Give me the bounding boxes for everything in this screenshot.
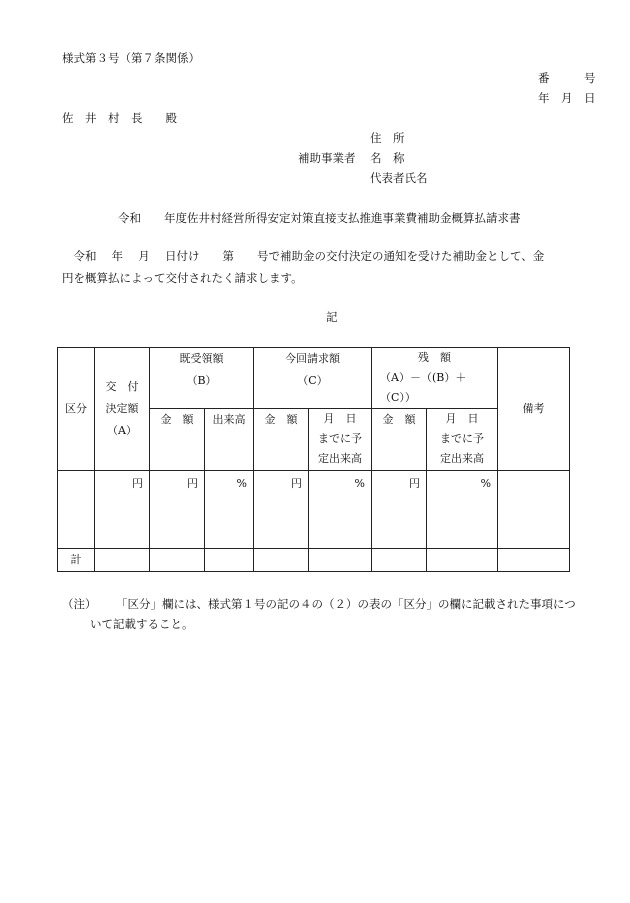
note-head: （注） xyxy=(62,597,97,611)
header-zangaku-line2: （A）－（(B）＋ xyxy=(380,371,467,384)
note-line1: 「区分」欄には、様式第１号の記の４の（２）の表の「区分」の欄に記載された事項につ xyxy=(116,597,576,611)
data-konkai-kingaku-unit: 円 xyxy=(254,471,309,549)
total-cell xyxy=(95,549,150,572)
addressee: 佐 井 村 長 殿 xyxy=(62,111,177,125)
total-cell xyxy=(205,549,254,572)
representative-label: 代表者氏名 xyxy=(370,171,428,185)
sub-kiju-dekidaka: 出来高 xyxy=(205,409,254,471)
header-kijuryo xyxy=(150,348,254,409)
total-cell xyxy=(254,549,309,572)
request-paragraph: 令和 年 月 日付け 第 号で補助金の交付決定の通知を受けた補助金として、金 円を概算払によって交付されたく請求します。 xyxy=(62,249,625,285)
data-kofu-unit: 円 xyxy=(95,471,150,549)
data-zan-kingaku-unit: 円 xyxy=(372,471,427,549)
header-kofu-kettei xyxy=(95,348,150,471)
ki-label: 記 xyxy=(326,310,338,324)
sub-konkai-kingaku: 金 額 xyxy=(254,409,309,471)
note xyxy=(62,594,576,634)
form-number: 様式第３号（第７条関係） xyxy=(62,51,200,65)
sub-zan-date-line3: 定出来高 xyxy=(440,452,484,465)
header-konkai xyxy=(254,348,372,409)
header-kijuryo-line1: 既受領額 xyxy=(179,352,224,365)
total-cell xyxy=(372,549,427,572)
sub-kiju-kingaku: 金 額 xyxy=(150,409,205,471)
header-zangaku-line3: （C）） xyxy=(380,391,416,404)
data-zan-dekidaka-unit: % xyxy=(427,471,498,549)
address-label: 住 所 xyxy=(370,131,405,145)
header-kubun: 区分 xyxy=(58,348,95,471)
header-konkai-line2: （C） xyxy=(297,374,328,387)
document-title: 令和 年度佐井村経営所得安定対策直接支払推進事業費補助金概算払請求書 xyxy=(118,211,521,225)
total-cell xyxy=(498,549,570,572)
data-biko-cell xyxy=(498,471,570,549)
header-konkai-line1: 今回請求額 xyxy=(285,352,340,365)
note-line2: いて記載すること。 xyxy=(90,617,194,631)
sub-konkai-date-line2: までに予 xyxy=(318,432,362,445)
header-zangaku-line1: 残 額 xyxy=(418,351,451,364)
header-kofu-line3: （A） xyxy=(107,424,137,437)
data-kubun-cell xyxy=(58,471,95,549)
name-label: 名 称 xyxy=(370,151,405,165)
data-kiju-dekidaka-unit: % xyxy=(205,471,254,549)
sub-zan-date-line1: 月 日 xyxy=(445,412,479,425)
header-biko: 備考 xyxy=(498,348,570,471)
sub-konkai-date-line1: 月 日 xyxy=(323,412,357,425)
total-cell xyxy=(309,549,372,572)
header-kijuryo-line2: （B） xyxy=(186,374,217,387)
request-table xyxy=(57,347,570,572)
header-zangaku xyxy=(372,348,498,409)
sub-zan-date-line2: までに予 xyxy=(440,432,484,445)
data-konkai-dekidaka-unit: % xyxy=(309,471,372,549)
applicant-role-label: 補助事業者 xyxy=(298,151,356,165)
date-label: 年 月 日 xyxy=(538,91,596,105)
header-kofu-line2: 決定額 xyxy=(105,402,139,415)
total-label: 計 xyxy=(58,549,95,572)
header-kofu-line1: 交 付 xyxy=(105,380,139,393)
sub-zan-kingaku: 金 額 xyxy=(372,409,427,471)
total-cell xyxy=(150,549,205,572)
data-kiju-kingaku-unit: 円 xyxy=(150,471,205,549)
sub-konkai-date-line3: 定出来高 xyxy=(318,452,362,465)
sub-zan-date xyxy=(427,409,498,471)
sub-konkai-date xyxy=(309,409,372,471)
total-cell xyxy=(427,549,498,572)
document-number-label: 番 号 xyxy=(538,71,596,85)
